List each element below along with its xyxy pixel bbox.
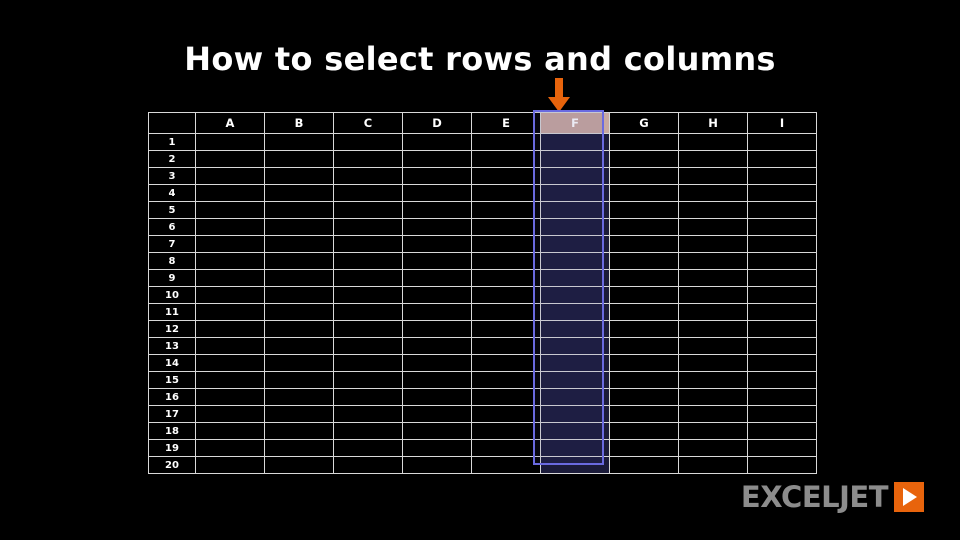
row-header-20[interactable]: 20 xyxy=(149,457,196,474)
cell-H5[interactable] xyxy=(679,202,748,219)
row-header-2[interactable]: 2 xyxy=(149,151,196,168)
cell-I4[interactable] xyxy=(748,185,817,202)
page-title: How to select rows and columns xyxy=(184,40,776,78)
cell-H9[interactable] xyxy=(679,270,748,287)
cell-B18[interactable] xyxy=(265,423,334,440)
cell-E11[interactable] xyxy=(472,304,541,321)
cell-E16[interactable] xyxy=(472,389,541,406)
cell-A4[interactable] xyxy=(196,185,265,202)
row-header-4[interactable]: 4 xyxy=(149,185,196,202)
cell-B5[interactable] xyxy=(265,202,334,219)
column-header-e[interactable]: E xyxy=(472,113,541,134)
cell-G11[interactable] xyxy=(610,304,679,321)
cell-H17[interactable] xyxy=(679,406,748,423)
cell-F15[interactable] xyxy=(541,372,610,389)
cell-C6[interactable] xyxy=(334,219,403,236)
row-header-19[interactable]: 19 xyxy=(149,440,196,457)
cell-C9[interactable] xyxy=(334,270,403,287)
row-header-14[interactable]: 14 xyxy=(149,355,196,372)
cell-I20[interactable] xyxy=(748,457,817,474)
cell-A11[interactable] xyxy=(196,304,265,321)
cell-A20[interactable] xyxy=(196,457,265,474)
cell-D9[interactable] xyxy=(403,270,472,287)
cell-C5[interactable] xyxy=(334,202,403,219)
cell-I15[interactable] xyxy=(748,372,817,389)
table-row xyxy=(149,151,817,168)
cell-I16[interactable] xyxy=(748,389,817,406)
cell-B14[interactable] xyxy=(265,355,334,372)
cell-E2[interactable] xyxy=(472,151,541,168)
cell-F18[interactable] xyxy=(541,423,610,440)
cell-G2[interactable] xyxy=(610,151,679,168)
row-header-6[interactable]: 6 xyxy=(149,219,196,236)
cell-G7[interactable] xyxy=(610,236,679,253)
cell-H19[interactable] xyxy=(679,440,748,457)
row-header-7[interactable]: 7 xyxy=(149,236,196,253)
cell-F20[interactable] xyxy=(541,457,610,474)
cell-H8[interactable] xyxy=(679,253,748,270)
cell-H11[interactable] xyxy=(679,304,748,321)
cell-D8[interactable] xyxy=(403,253,472,270)
cell-E4[interactable] xyxy=(472,185,541,202)
spreadsheet-grid[interactable] xyxy=(148,112,804,471)
cell-F1[interactable] xyxy=(541,134,610,151)
cell-D5[interactable] xyxy=(403,202,472,219)
row-header-13[interactable]: 13 xyxy=(149,338,196,355)
cell-E15[interactable] xyxy=(472,372,541,389)
cell-I5[interactable] xyxy=(748,202,817,219)
exceljet-triangle-mark-icon xyxy=(894,482,924,512)
cell-F7[interactable] xyxy=(541,236,610,253)
cell-A1[interactable] xyxy=(196,134,265,151)
cell-H16[interactable] xyxy=(679,389,748,406)
cell-C11[interactable] xyxy=(334,304,403,321)
cell-E1[interactable] xyxy=(472,134,541,151)
cell-B15[interactable] xyxy=(265,372,334,389)
table-row xyxy=(149,406,817,423)
cell-H15[interactable] xyxy=(679,372,748,389)
cell-I7[interactable] xyxy=(748,236,817,253)
row-header-15[interactable]: 15 xyxy=(149,372,196,389)
cell-F3[interactable] xyxy=(541,168,610,185)
cell-H7[interactable] xyxy=(679,236,748,253)
table-row xyxy=(149,134,817,151)
table-row xyxy=(149,185,817,202)
cell-D3[interactable] xyxy=(403,168,472,185)
cell-F10[interactable] xyxy=(541,287,610,304)
cell-C10[interactable] xyxy=(334,287,403,304)
cell-G17[interactable] xyxy=(610,406,679,423)
cell-B13[interactable] xyxy=(265,338,334,355)
cell-C3[interactable] xyxy=(334,168,403,185)
cell-H10[interactable] xyxy=(679,287,748,304)
cell-A15[interactable] xyxy=(196,372,265,389)
cell-C17[interactable] xyxy=(334,406,403,423)
cell-D4[interactable] xyxy=(403,185,472,202)
cell-G6[interactable] xyxy=(610,219,679,236)
cell-A3[interactable] xyxy=(196,168,265,185)
cell-C15[interactable] xyxy=(334,372,403,389)
cell-D7[interactable] xyxy=(403,236,472,253)
table-row xyxy=(149,202,817,219)
cell-G15[interactable] xyxy=(610,372,679,389)
row-header-10[interactable]: 10 xyxy=(149,287,196,304)
cell-B1[interactable] xyxy=(265,134,334,151)
cell-G3[interactable] xyxy=(610,168,679,185)
table-row xyxy=(149,423,817,440)
cell-B11[interactable] xyxy=(265,304,334,321)
cell-G9[interactable] xyxy=(610,270,679,287)
column-header-i[interactable]: I xyxy=(748,113,817,134)
cell-D19[interactable] xyxy=(403,440,472,457)
cell-C2[interactable] xyxy=(334,151,403,168)
cell-H12[interactable] xyxy=(679,321,748,338)
row-header-18[interactable]: 18 xyxy=(149,423,196,440)
cell-F17[interactable] xyxy=(541,406,610,423)
select-all-corner[interactable] xyxy=(149,113,196,134)
cell-E10[interactable] xyxy=(472,287,541,304)
cell-F11[interactable] xyxy=(541,304,610,321)
cell-E3[interactable] xyxy=(472,168,541,185)
cell-D14[interactable] xyxy=(403,355,472,372)
cell-I6[interactable] xyxy=(748,219,817,236)
cell-C7[interactable] xyxy=(334,236,403,253)
cell-I11[interactable] xyxy=(748,304,817,321)
column-header-h[interactable]: H xyxy=(679,113,748,134)
cell-C1[interactable] xyxy=(334,134,403,151)
spreadsheet-body[interactable] xyxy=(149,134,817,474)
table-row xyxy=(149,219,817,236)
cell-I1[interactable] xyxy=(748,134,817,151)
cell-D2[interactable] xyxy=(403,151,472,168)
cell-A16[interactable] xyxy=(196,389,265,406)
cell-H20[interactable] xyxy=(679,457,748,474)
logo-text: EXCELJET xyxy=(740,480,888,514)
cell-D12[interactable] xyxy=(403,321,472,338)
cell-C20[interactable] xyxy=(334,457,403,474)
cell-B9[interactable] xyxy=(265,270,334,287)
table-row xyxy=(149,338,817,355)
cell-I14[interactable] xyxy=(748,355,817,372)
cell-A2[interactable] xyxy=(196,151,265,168)
cell-B20[interactable] xyxy=(265,457,334,474)
cell-H14[interactable] xyxy=(679,355,748,372)
cell-F6[interactable] xyxy=(541,219,610,236)
cell-E13[interactable] xyxy=(472,338,541,355)
row-header-17[interactable]: 17 xyxy=(149,406,196,423)
cell-G8[interactable] xyxy=(610,253,679,270)
cell-E7[interactable] xyxy=(472,236,541,253)
column-header-a[interactable]: A xyxy=(196,113,265,134)
table-row xyxy=(149,253,817,270)
cell-B2[interactable] xyxy=(265,151,334,168)
cell-D18[interactable] xyxy=(403,423,472,440)
cell-F2[interactable] xyxy=(541,151,610,168)
row-header-8[interactable]: 8 xyxy=(149,253,196,270)
cell-A7[interactable] xyxy=(196,236,265,253)
cell-E20[interactable] xyxy=(472,457,541,474)
cell-B10[interactable] xyxy=(265,287,334,304)
cell-C19[interactable] xyxy=(334,440,403,457)
exceljet-logo xyxy=(741,480,924,514)
cell-G16[interactable] xyxy=(610,389,679,406)
cell-E18[interactable] xyxy=(472,423,541,440)
table-row xyxy=(149,287,817,304)
cell-A17[interactable] xyxy=(196,406,265,423)
cell-B16[interactable] xyxy=(265,389,334,406)
cell-I19[interactable] xyxy=(748,440,817,457)
cell-E5[interactable] xyxy=(472,202,541,219)
table-row xyxy=(149,457,817,474)
cell-C18[interactable] xyxy=(334,423,403,440)
cell-G18[interactable] xyxy=(610,423,679,440)
cell-I12[interactable] xyxy=(748,321,817,338)
row-header-3[interactable]: 3 xyxy=(149,168,196,185)
cell-F9[interactable] xyxy=(541,270,610,287)
cell-D11[interactable] xyxy=(403,304,472,321)
cell-D15[interactable] xyxy=(403,372,472,389)
cell-F14[interactable] xyxy=(541,355,610,372)
cell-E14[interactable] xyxy=(472,355,541,372)
spreadsheet-table[interactable] xyxy=(148,112,817,474)
cell-G13[interactable] xyxy=(610,338,679,355)
column-header-d[interactable]: D xyxy=(403,113,472,134)
cell-E9[interactable] xyxy=(472,270,541,287)
column-header-g[interactable]: G xyxy=(610,113,679,134)
cell-C4[interactable] xyxy=(334,185,403,202)
cell-B4[interactable] xyxy=(265,185,334,202)
cell-G20[interactable] xyxy=(610,457,679,474)
cell-A6[interactable] xyxy=(196,219,265,236)
cell-C14[interactable] xyxy=(334,355,403,372)
cell-D6[interactable] xyxy=(403,219,472,236)
cell-E6[interactable] xyxy=(472,219,541,236)
cell-A10[interactable] xyxy=(196,287,265,304)
cell-B8[interactable] xyxy=(265,253,334,270)
cell-G10[interactable] xyxy=(610,287,679,304)
cell-D16[interactable] xyxy=(403,389,472,406)
column-header-row xyxy=(149,113,817,134)
cell-A8[interactable] xyxy=(196,253,265,270)
cell-H1[interactable] xyxy=(679,134,748,151)
row-header-9[interactable]: 9 xyxy=(149,270,196,287)
cell-A13[interactable] xyxy=(196,338,265,355)
row-header-1[interactable]: 1 xyxy=(149,134,196,151)
cell-G12[interactable] xyxy=(610,321,679,338)
cell-C12[interactable] xyxy=(334,321,403,338)
cell-I8[interactable] xyxy=(748,253,817,270)
cell-B6[interactable] xyxy=(265,219,334,236)
cell-B3[interactable] xyxy=(265,168,334,185)
cell-E17[interactable] xyxy=(472,406,541,423)
table-row xyxy=(149,304,817,321)
cell-H13[interactable] xyxy=(679,338,748,355)
table-row xyxy=(149,440,817,457)
cell-B19[interactable] xyxy=(265,440,334,457)
column-header-b[interactable]: B xyxy=(265,113,334,134)
cell-D17[interactable] xyxy=(403,406,472,423)
cell-H6[interactable] xyxy=(679,219,748,236)
down-arrow-pointer-icon xyxy=(548,78,570,112)
cell-B17[interactable] xyxy=(265,406,334,423)
cell-G5[interactable] xyxy=(610,202,679,219)
cell-A9[interactable] xyxy=(196,270,265,287)
column-header-c[interactable]: C xyxy=(334,113,403,134)
cell-G4[interactable] xyxy=(610,185,679,202)
table-row xyxy=(149,355,817,372)
cell-I3[interactable] xyxy=(748,168,817,185)
cell-I2[interactable] xyxy=(748,151,817,168)
cell-H2[interactable] xyxy=(679,151,748,168)
cell-I17[interactable] xyxy=(748,406,817,423)
cell-I9[interactable] xyxy=(748,270,817,287)
cell-C16[interactable] xyxy=(334,389,403,406)
cell-H4[interactable] xyxy=(679,185,748,202)
cell-F16[interactable] xyxy=(541,389,610,406)
cell-A5[interactable] xyxy=(196,202,265,219)
column-header-f[interactable]: F xyxy=(541,113,610,134)
cell-C13[interactable] xyxy=(334,338,403,355)
cell-C8[interactable] xyxy=(334,253,403,270)
cell-F4[interactable] xyxy=(541,185,610,202)
cell-E12[interactable] xyxy=(472,321,541,338)
cell-A19[interactable] xyxy=(196,440,265,457)
cell-A14[interactable] xyxy=(196,355,265,372)
row-header-16[interactable]: 16 xyxy=(149,389,196,406)
table-row xyxy=(149,236,817,253)
cell-I13[interactable] xyxy=(748,338,817,355)
cell-D1[interactable] xyxy=(403,134,472,151)
cell-F8[interactable] xyxy=(541,253,610,270)
row-header-5[interactable]: 5 xyxy=(149,202,196,219)
cell-G1[interactable] xyxy=(610,134,679,151)
table-row xyxy=(149,321,817,338)
cell-I10[interactable] xyxy=(748,287,817,304)
cell-D20[interactable] xyxy=(403,457,472,474)
cell-D10[interactable] xyxy=(403,287,472,304)
cell-G14[interactable] xyxy=(610,355,679,372)
cell-A12[interactable] xyxy=(196,321,265,338)
cell-A18[interactable] xyxy=(196,423,265,440)
cell-F13[interactable] xyxy=(541,338,610,355)
table-row xyxy=(149,372,817,389)
cell-F19[interactable] xyxy=(541,440,610,457)
cell-H3[interactable] xyxy=(679,168,748,185)
table-row xyxy=(149,389,817,406)
row-header-11[interactable]: 11 xyxy=(149,304,196,321)
cell-E8[interactable] xyxy=(472,253,541,270)
cell-B7[interactable] xyxy=(265,236,334,253)
cell-H18[interactable] xyxy=(679,423,748,440)
table-row xyxy=(149,270,817,287)
cell-F5[interactable] xyxy=(541,202,610,219)
table-row xyxy=(149,168,817,185)
cell-F12[interactable] xyxy=(541,321,610,338)
row-header-12[interactable]: 12 xyxy=(149,321,196,338)
cell-G19[interactable] xyxy=(610,440,679,457)
cell-D13[interactable] xyxy=(403,338,472,355)
cell-E19[interactable] xyxy=(472,440,541,457)
cell-I18[interactable] xyxy=(748,423,817,440)
cell-B12[interactable] xyxy=(265,321,334,338)
